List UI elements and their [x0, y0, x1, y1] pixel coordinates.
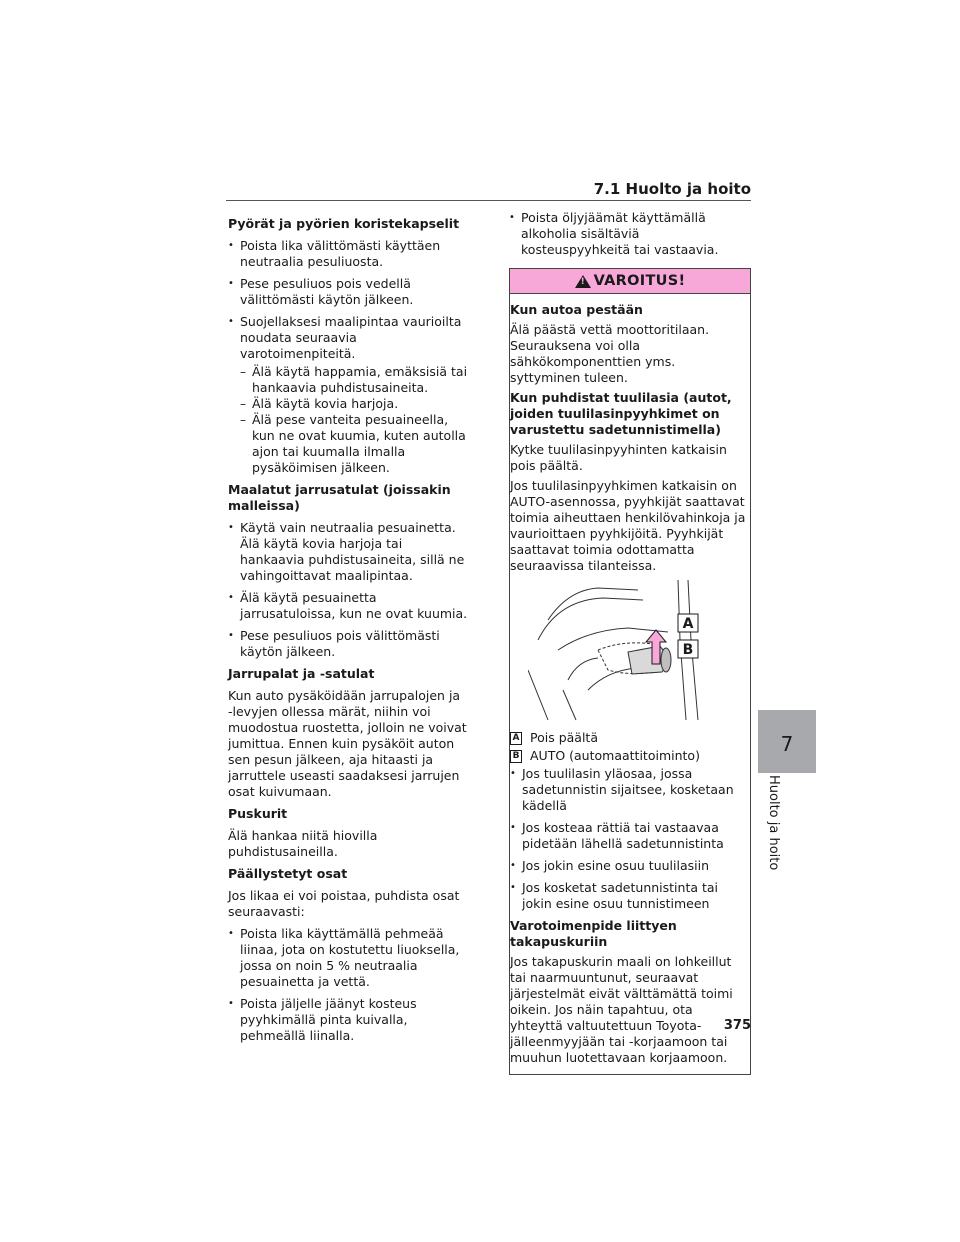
chapter-label: Huolto ja hoito — [766, 775, 781, 871]
section-title: 7.1 Huolto ja hoito — [593, 180, 751, 198]
wheels-heading: Pyörät ja pyörien koristekapselit — [228, 216, 460, 231]
list-item: • Jos kosteaa rättiä tai vastaavaa pidetään lähellä sadetunnistinta — [510, 820, 749, 852]
list-item: • Jos kosketat sadetunnistinta tai jokin esine osuu tunnistimeen — [510, 880, 749, 912]
list-item: • Poista öljyjäämät käyttämällä alkoholia sisältäviä kosteuspyyhkeitä tai vastaavia. — [509, 210, 751, 258]
list-item: • Pese pesuliuos pois vedellä välittömästi käytön jälkeen. — [228, 276, 468, 308]
bumpers-heading: Puskurit — [228, 806, 288, 821]
warning-heading-windshield: Kun puhdistat tuulilasia (autot, joiden tuulilasinpyyhkimet on varustettu sadetunnistimella) — [510, 390, 732, 437]
list-item: • Pese pesuliuos pois välittömästi käytön jälkeen. — [228, 628, 468, 660]
sublist-item: – Älä pese vanteita pesuaineella, kun ne ovat kuumia, kuten autolla ajon tai kuumalla ilmalla pysäköimisen jälkeen. — [240, 412, 468, 476]
list-item — [228, 314, 468, 476]
chapter-number: 7 — [780, 732, 794, 756]
list-item-text: Suojellaksesi maalipintaa vaurioilta noudata seuraavia varotoimenpiteitä. — [240, 314, 462, 361]
figure-label-b: B — [682, 642, 694, 658]
warning-paragraph: Jos takapuskurin maali on lohkeillut tai naarmuuntunut, seuraavat järjestelmät eivät välttämättä toimi oikein. Jos näin tapahtuu, ota yhteyttä valtuutettuun Toyota-jälleenmyyjään tai -korjaamoon tai muuhun luotettavaan korjaamoon. — [510, 954, 733, 1065]
list-item: • Poista jäljelle jäänyt kosteus pyyhkimällä pinta kuivalla, pehmeällä liinalla. — [228, 996, 468, 1044]
warning-heading-wash: Kun autoa pestään — [510, 302, 643, 317]
list-item: • Poista lika käyttämällä pehmeää liinaa, jota on kostutettu liuoksella, jossa on noin 5 % neutraalia pesuainetta ja vettä. — [228, 926, 468, 990]
brakes-heading: Jarrupalat ja -satulat — [228, 666, 375, 681]
left-column — [228, 210, 468, 1050]
list-item: • Jos tuulilasin yläosaa, jossa sadetunnistin sijaitsee, kosketaan kädellä — [510, 766, 749, 814]
bumpers-paragraph: Älä hankaa niitä hiovilla puhdistusaineilla. — [228, 828, 378, 859]
wheels-sublist — [240, 364, 468, 476]
legend-text-b: AUTO (automaattitoiminto) — [530, 748, 700, 763]
legend-row-b — [510, 748, 749, 764]
sublist-item: – Älä käytä happamia, emäksisiä tai hankaavia puhdistusaineita. — [240, 364, 468, 396]
wiper-switch-drawing — [528, 580, 714, 722]
list-item: • Käytä vain neutraalia pesuainetta. Älä käytä kovia harjoja tai hankaavia puhdistusaineita, sillä ne vahingoittavat maalipintaa. — [228, 520, 468, 584]
sensor-list — [510, 766, 749, 912]
calipers-list — [228, 520, 468, 660]
warning-paragraph: Jos tuulilasinpyyhkimen katkaisin on AUTO-asennossa, pyyhkijät saattavat toimia aiheuttaen henkilövahinkoja ja vaurioittaen pyyhkijöitä. Pyyhkijät saattavat toimia odottamatta seuraavissa tilanteissa. — [510, 478, 746, 573]
warning-paragraph: Kytke tuulilasinpyyhinten katkaisin pois päältä. — [510, 442, 727, 473]
warning-box — [509, 268, 751, 1075]
warning-triangle-icon: ! — [575, 275, 591, 288]
list-item: • Poista lika välittömästi käyttäen neutraalia pesuliuosta. — [228, 238, 468, 270]
sublist-item: – Älä käytä kovia harjoja. — [240, 396, 468, 412]
warning-paragraph: Älä päästä vettä moottoritilaan. Seurauksena voi olla sähkökomponenttien yms. syttyminen tuleen. — [510, 322, 710, 385]
warning-heading-bumper: Varotoimenpide liittyen takapuskuriin — [510, 918, 677, 949]
legend-key-a: A — [510, 732, 522, 745]
warning-title: VAROITUS! — [593, 273, 686, 289]
header-divider — [226, 200, 751, 201]
legend-row-a — [510, 730, 749, 746]
legend-text-a: Pois päältä — [530, 730, 598, 745]
list-item: • Älä käytä pesuainetta jarrusatuloissa, kun ne ovat kuumia. — [228, 590, 468, 622]
plated-paragraph: Jos likaa ei voi poistaa, puhdista osat seuraavasti: — [228, 888, 460, 919]
right-column — [509, 210, 751, 1075]
warning-header — [510, 269, 750, 294]
wheels-list — [228, 238, 468, 476]
figure-label-a: A — [682, 616, 694, 632]
warning-body — [510, 294, 750, 1074]
oil-list — [509, 210, 751, 258]
legend-key-b: B — [510, 750, 522, 763]
plated-list — [228, 926, 468, 1044]
brakes-paragraph: Kun auto pysäköidään jarrupalojen ja -levyjen ollessa märät, niihin voi muodostua ruostetta, jolloin ne voivat jumittua. Ennen kuin pysäköit auton sen pesun jälkeen, aja hitaasti ja jarruttele useasti saadaksesi jarrujen osat kuivumaan. — [228, 688, 467, 799]
wiper-switch-illustration — [528, 580, 714, 722]
plated-heading: Päällystetyt osat — [228, 866, 348, 881]
calipers-heading: Maalatut jarrusatulat (joissakin malleissa) — [228, 482, 451, 513]
page-number: 375 — [723, 1018, 751, 1033]
list-item: • Jos jokin esine osuu tuulilasiin — [510, 858, 749, 874]
